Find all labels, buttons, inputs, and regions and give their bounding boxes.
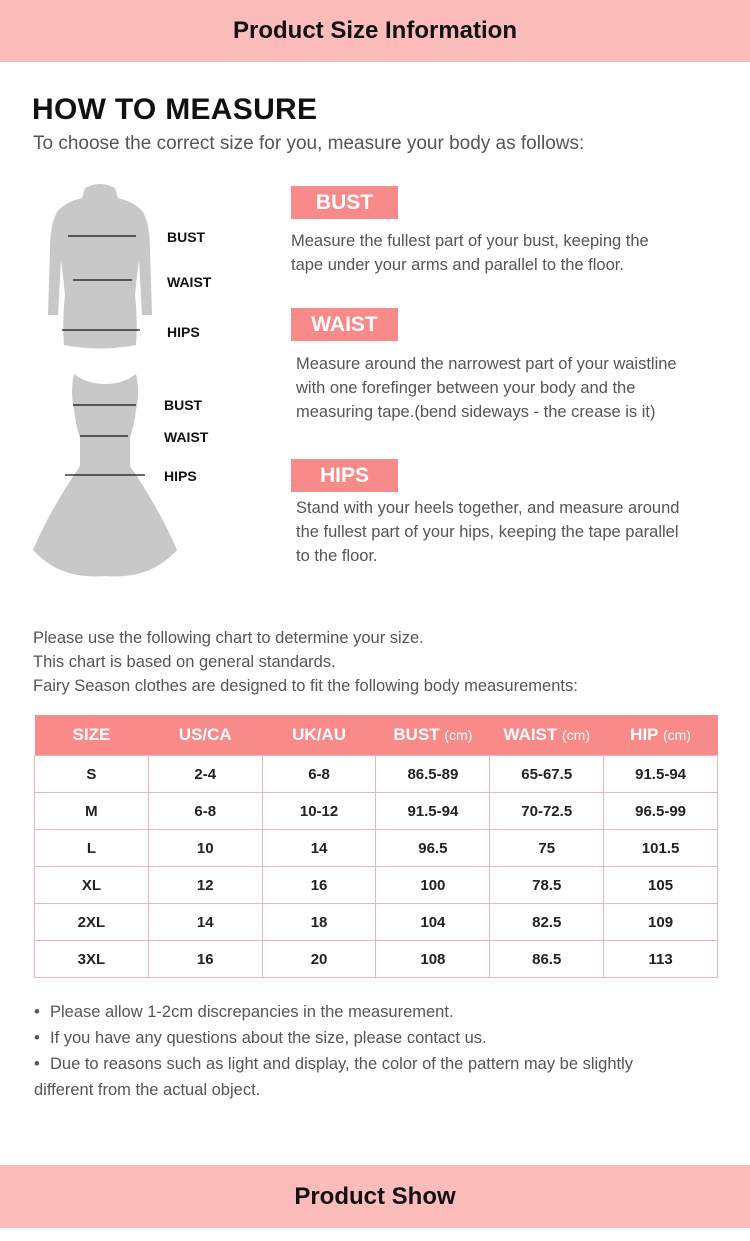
- note-item: [34, 1051, 724, 1077]
- intro-line-3: Fairy Season clothes are designed to fit the following body measurements:: [33, 677, 578, 695]
- page-title: HOW TO MEASURE: [32, 93, 318, 126]
- bullet-icon: •: [34, 1003, 40, 1021]
- header-bust-label: BUST: [393, 725, 440, 744]
- table-cell: S: [35, 756, 149, 793]
- table-cell: 108: [376, 941, 490, 978]
- bust-badge: BUST: [291, 186, 398, 219]
- footer-title: Product Show: [294, 1182, 456, 1210]
- table-cell: 91.5-94: [376, 793, 490, 830]
- table-cell: 100: [376, 867, 490, 904]
- hips-line-2: the fullest part of your hips, keeping the tape parallel: [296, 523, 679, 541]
- waist-line-2: with one forefinger between your body and the: [296, 379, 636, 397]
- notes-list: [34, 999, 724, 1103]
- intro-line-1: Please use the following chart to determine your size.: [33, 629, 424, 647]
- table-cell: 104: [376, 904, 490, 941]
- bullet-icon: •: [34, 1055, 40, 1073]
- table-cell: 2-4: [148, 756, 262, 793]
- table-row: [35, 830, 718, 867]
- footer-banner: [0, 1165, 750, 1228]
- table-row: [35, 904, 718, 941]
- table-cell: 75: [490, 830, 604, 867]
- note-text: If you have any questions about the size, please contact us.: [50, 1029, 487, 1047]
- table-cell: 10-12: [262, 793, 376, 830]
- header-title: Product Size Information: [232, 17, 517, 44]
- table-row: [35, 793, 718, 830]
- header-uk-au: [262, 715, 376, 756]
- top-bust-label: BUST: [167, 229, 206, 245]
- size-table: [34, 715, 718, 978]
- table-cell: 105: [604, 867, 718, 904]
- header-uk-au-label: UK/AU: [292, 725, 346, 744]
- note-text: Due to reasons such as light and display, the color of the pattern may be slightly: [50, 1055, 634, 1073]
- table-cell: M: [35, 793, 149, 830]
- header-waist-label: WAIST: [503, 725, 558, 744]
- table-cell: 14: [262, 830, 376, 867]
- table-cell: 86.5-89: [376, 756, 490, 793]
- bullet-icon: •: [34, 1029, 40, 1047]
- waist-line-1: Measure around the narrowest part of your waistline: [296, 355, 677, 373]
- top-silhouette: [40, 180, 160, 350]
- dress-hips-label: HIPS: [164, 468, 197, 484]
- header-bust: [376, 715, 490, 756]
- note-text: Please allow 1-2cm discrepancies in the measurement.: [50, 1003, 454, 1021]
- table-cell: 12: [148, 867, 262, 904]
- bust-line-2: tape under your arms and parallel to the floor.: [291, 256, 624, 274]
- table-cell: 101.5: [604, 830, 718, 867]
- table-row: [35, 867, 718, 904]
- table-cell: 109: [604, 904, 718, 941]
- header-waist: [490, 715, 604, 756]
- table-cell: 82.5: [490, 904, 604, 941]
- note-item: [34, 1025, 724, 1051]
- table-cell: XL: [35, 867, 149, 904]
- table-cell: 78.5: [490, 867, 604, 904]
- table-cell: 65-67.5: [490, 756, 604, 793]
- table-cell: 113: [604, 941, 718, 978]
- table-cell: L: [35, 830, 149, 867]
- table-cell: 16: [148, 941, 262, 978]
- waist-description: [296, 352, 677, 424]
- header-hip: [604, 715, 718, 756]
- table-row: [35, 756, 718, 793]
- intro-line-2: This chart is based on general standards.: [33, 653, 336, 671]
- table-cell: 10: [148, 830, 262, 867]
- top-waist-label: WAIST: [167, 274, 212, 290]
- note-item-continuation: [34, 1077, 724, 1103]
- header-size-label: SIZE: [72, 725, 111, 744]
- hips-badge: HIPS: [291, 459, 398, 492]
- dress-waist-label: WAIST: [164, 429, 209, 445]
- bust-line-1: Measure the fullest part of your bust, keeping the: [291, 232, 649, 250]
- waist-badge: WAIST: [291, 308, 398, 341]
- table-cell: 6-8: [262, 756, 376, 793]
- table-cell: 70-72.5: [490, 793, 604, 830]
- table-cell: 91.5-94: [604, 756, 718, 793]
- table-cell: 96.5: [376, 830, 490, 867]
- table-header-row: [35, 715, 718, 756]
- table-cell: 14: [148, 904, 262, 941]
- table-cell: 86.5: [490, 941, 604, 978]
- note-text: different from the actual object.: [34, 1081, 261, 1099]
- header-waist-unit: (cm): [562, 727, 591, 743]
- table-cell: 18: [262, 904, 376, 941]
- header-hip-label: HIP: [630, 725, 659, 744]
- header-banner: [0, 0, 750, 62]
- hips-description: [296, 496, 679, 568]
- dress-bust-label: BUST: [164, 397, 203, 413]
- table-cell: 96.5-99: [604, 793, 718, 830]
- note-item: [34, 999, 724, 1025]
- table-cell: 3XL: [35, 941, 149, 978]
- table-cell: 20: [262, 941, 376, 978]
- waist-line-3: measuring tape.(bend sideways - the crease is it): [296, 403, 656, 421]
- header-us-ca: [148, 715, 262, 756]
- hips-line-1: Stand with your heels together, and measure around: [296, 499, 680, 517]
- header-bust-unit: (cm): [444, 727, 473, 743]
- top-hips-label: HIPS: [167, 324, 200, 340]
- header-us-ca-label: US/CA: [178, 725, 232, 744]
- hips-line-3: to the floor.: [296, 547, 378, 565]
- header-size: [35, 715, 149, 756]
- chart-intro: [33, 626, 578, 698]
- header-hip-unit: (cm): [662, 727, 691, 743]
- table-cell: 16: [262, 867, 376, 904]
- bust-description: [291, 229, 649, 277]
- table-cell: 6-8: [148, 793, 262, 830]
- page-subtitle: To choose the correct size for you, measure your body as follows:: [33, 133, 585, 154]
- table-cell: 2XL: [35, 904, 149, 941]
- dress-silhouette: [30, 370, 180, 582]
- table-row: [35, 941, 718, 978]
